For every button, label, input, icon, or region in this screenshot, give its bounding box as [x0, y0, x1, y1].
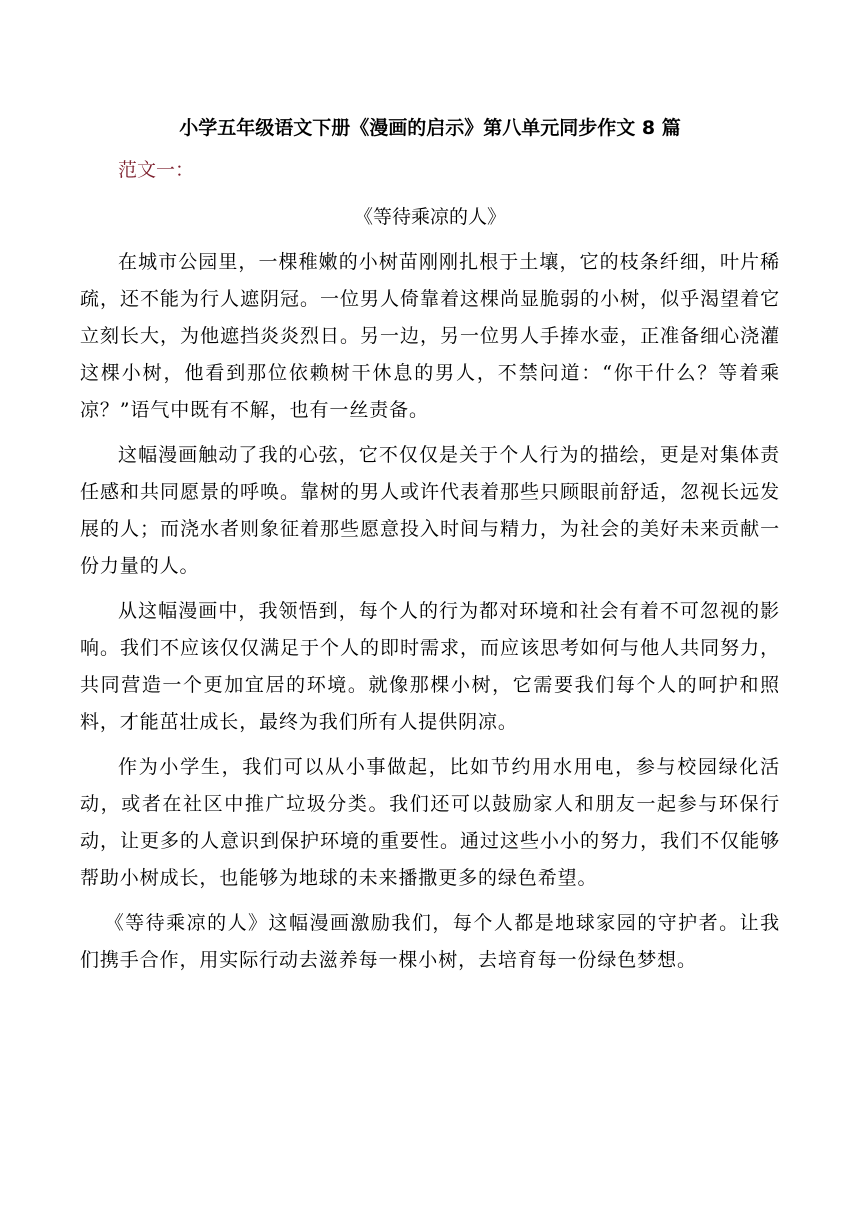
- essay-paragraph: 从这幅漫画中，我领悟到，每个人的行为都对环境和社会有着不可忽视的影响。我们不应该仅仅满足于个人的即时需求，而应该思考如何与他人共同努力，共同营造一个更加宜居的环境。就像那棵小树，它需要我们每个人的呵护和照料，才能茁壮成长，最终为我们所有人提供阴凉。: [80, 600, 780, 733]
- essay-paragraph: 在城市公园里，一棵稚嫩的小树苗刚刚扎根于土壤，它的枝条纤细，叶片稀疏，还不能为行人遮阴冠。一位男人倚靠着这棵尚显脆弱的小树，似乎渴望着它立刻长大，为他遮挡炎炎烈日。另一边，另一位男人手捧水壶，正准备细心浇灌这棵小树，他看到那位依赖树干休息的男人，不禁问道：“你干什么？等着乘凉？”语气中既有不解，也有一丝责备。: [80, 251, 780, 421]
- essay-paragraph: 作为小学生，我们可以从小事做起，比如节约用水用电，参与校园绿化活动，或者在社区中推广垃圾分类。我们还可以鼓励家人和朋友一起参与环保行动，让更多的人意识到保护环境的重要性。通过这些小小的努力，我们不仅能够帮助小树成长，也能够为地球的未来播撒更多的绿色希望。: [80, 756, 780, 889]
- section-label: 范文一：: [118, 159, 195, 181]
- essay-title: 《等待乘凉的人》: [353, 206, 506, 228]
- essay-paragraph: 《等待乘凉的人》这幅漫画激励我们，每个人都是地球家园的守护者。让我们携手合作，用实际行动去滋养每一棵小树，去培育每一份绿色梦想。: [80, 912, 780, 971]
- essay-body: [80, 244, 780, 987]
- essay-paragraph: 这幅漫画触动了我的心弦，它不仅仅是关于个人行为的描绘，更是对集体责任感和共同愿景的呼唤。靠树的男人或许代表着那些只顾眼前舒适，忽视长远发展的人；而浇水者则象征着那些愿意投入时间与精力，为社会的美好未来贡献一份力量的人。: [80, 444, 780, 577]
- document-title: 小学五年级语文下册《漫画的启示》第八单元同步作文 8 篇: [179, 117, 681, 139]
